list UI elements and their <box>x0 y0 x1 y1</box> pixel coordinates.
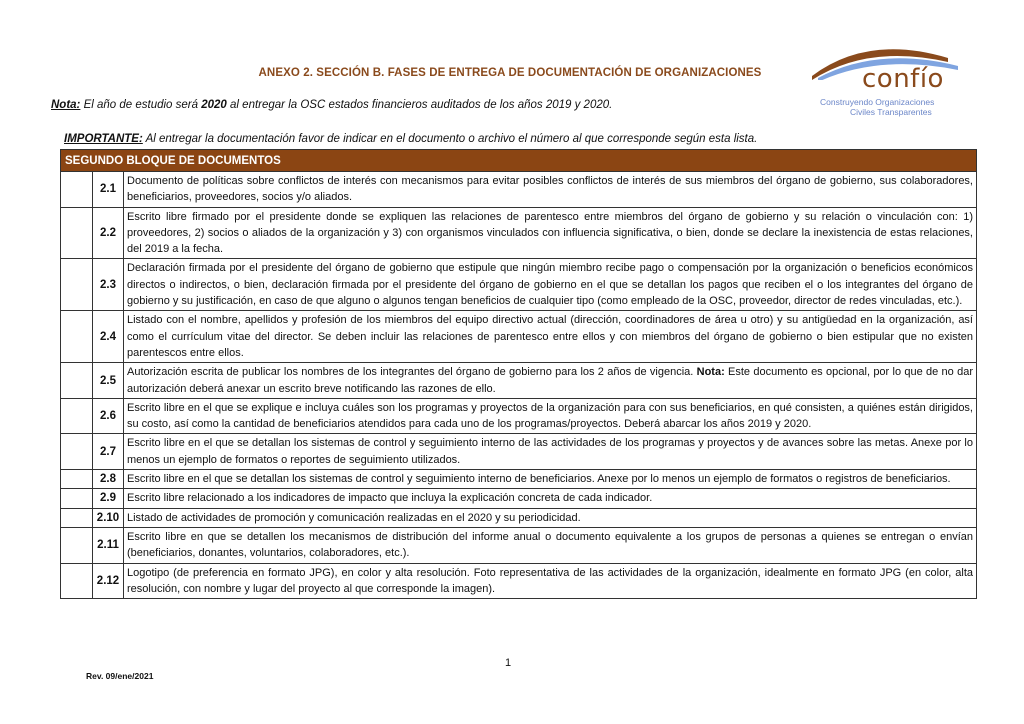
note-label: Nota: <box>51 99 81 111</box>
row-number: 2.1 <box>93 172 124 208</box>
row-number: 2.4 <box>93 311 124 363</box>
row-blank-cell <box>61 207 93 259</box>
row-blank-cell <box>61 434 93 470</box>
row-blank-cell <box>61 527 93 563</box>
row-text-part-1: Autorización escrita de publicar los nombres de los integrantes del órgano de gobierno para los 2 años de vigencia. <box>127 366 697 379</box>
table-row <box>61 434 977 470</box>
note-text-1: El año de estudio será <box>80 99 202 111</box>
note-text-2: al entregar la OSC estados financieros auditados de los años 2019 y 2020. <box>226 99 613 111</box>
document-title: ANEXO 2. SECCIÓN B. FASES DE ENTREGA DE DOCUMENTACIÓN DE ORGANIZACIONES <box>258 67 762 79</box>
row-description: Escrito libre firmado por el presidente donde se expliquen las relaciones de parentesco entre miembros del órgano de gobierno y su relación o vinculación con: 1) proveedores, 2) socios o aliados de la organización y 3) con organismos vinculados con influencia significativa, o bien, donde se declare la inexistencia de estas relaciones, del 2019 a la fecha. <box>124 207 977 259</box>
row-blank-cell <box>61 508 93 527</box>
row-number: 2.2 <box>93 207 124 259</box>
row-blank-cell <box>61 470 93 489</box>
row-blank-cell <box>61 259 93 311</box>
important-text: Al entregar la documentación favor de indicar en el documento o archivo el número al que corresponde según esta lista. <box>142 133 758 145</box>
row-description: Listado con el nombre, apellidos y profesión de los miembros del equipo directivo actual (dirección, coordinadores de área u otro) y su antigüedad en la organización, así como el currículum vitae del director. Se deben incluir las relaciones de parentesco entre ellos y con miembros del órgano de gobierno o bien estipular que no existen parentescos entre ellos. <box>124 311 977 363</box>
row-number: 2.11 <box>93 527 124 563</box>
row-description: Escrito libre en el que se explique e incluya cuáles son los programas y proyectos de la organización para con sus beneficiarios, en qué consisten, a quiénes están dirigidos, su costo, así como la cantidad de beneficiarios atendidos para cada uno de los programas/proyectos. Deberá abarcar los años 2019 y 2020. <box>124 398 977 434</box>
row-number: 2.5 <box>93 363 124 399</box>
table-row <box>61 207 977 259</box>
table-row <box>61 172 977 208</box>
logo-tagline-line-1: Construyendo Organizaciones <box>820 97 935 107</box>
row-number: 2.6 <box>93 398 124 434</box>
table-row <box>61 398 977 434</box>
row-description: Escrito libre en el que se detallan los sistemas de control y seguimiento interno de las actividades de los programas y proyectos y de avances sobre las metas. Anexe por lo menos un ejemplo de formatos o reportes de seguimiento utilizados. <box>124 434 977 470</box>
row-blank-cell <box>61 563 93 599</box>
documents-table <box>60 149 977 599</box>
row-description: Documento de políticas sobre conflictos de interés con mecanismos para evitar posibles conflictos de interés de sus miembros del órgano de gobierno, sus colaboradores, beneficiarios, proveedores, socios y/o aliados. <box>124 172 977 208</box>
row-number: 2.10 <box>93 508 124 527</box>
row-blank-cell <box>61 311 93 363</box>
row-text-part-2: Este documento es opcional, por lo que de no dar autorización deberá anexar un escrito breve notificando las razones de ello. <box>127 366 973 395</box>
table-row <box>61 563 977 599</box>
revision-date: Rev. 09/ene/2021 <box>86 671 154 681</box>
row-description: Logotipo (de preferencia en formato JPG), en color y alta resolución. Foto representativa de las actividades de la organización, idealmente en formato JPG (en color, alta resolución, con nombre y lugar del proyecto al que corresponde la imagen). <box>124 563 977 599</box>
study-year-note <box>51 99 612 111</box>
row-description: Escrito libre relacionado a los indicadores de impacto que incluya la explicación concreta de cada indicador. <box>124 489 977 508</box>
important-note <box>64 133 757 145</box>
row-blank-cell <box>61 363 93 399</box>
row-blank-cell <box>61 398 93 434</box>
row-number: 2.12 <box>93 563 124 599</box>
table-row <box>61 311 977 363</box>
row-number: 2.3 <box>93 259 124 311</box>
confio-logo <box>808 40 968 120</box>
note-year: 2020 <box>201 99 227 111</box>
row-description: Escrito libre en el que se detallan los sistemas de control y seguimiento interno de beneficiarios. Anexe por lo menos un ejemplo de formatos o registros de beneficiarios. <box>124 470 977 489</box>
table-header: SEGUNDO BLOQUE DE DOCUMENTOS <box>61 150 977 172</box>
row-blank-cell <box>61 489 93 508</box>
logo-tagline-line-2: Civiles Transparentes <box>850 107 932 117</box>
row-number: 2.7 <box>93 434 124 470</box>
row-description: Escrito libre en que se detallen los mecanismos de distribución del informe anual o documento equivalente a los grupos de personas a quienes se entregan o envían (beneficiarios, donantes, voluntarios, colaboradores, etc.). <box>124 527 977 563</box>
row-blank-cell <box>61 172 93 208</box>
table-row <box>61 527 977 563</box>
row-description: Declaración firmada por el presidente del órgano de gobierno que estipule que ningún miembro recibe pago o compensación por la organización o beneficios económicos directos o indirectos, o bien, declaración firmada por el presidente del órgano de gobierno en el que se detallan los pagos que reciben el o los integrantes del órgano de gobierno y su justificación, en caso de que alguno o algunos tengan beneficios de cualquier tipo (como empleado de la OSC, proveedor, director de redes vinculadas, etc.). <box>124 259 977 311</box>
table-row <box>61 508 977 527</box>
row-description: Listado de actividades de promoción y comunicación realizadas en el 2020 y su periodicidad. <box>124 508 977 527</box>
table-row <box>61 363 977 399</box>
page-number: 1 <box>505 657 512 669</box>
row-number: 2.8 <box>93 470 124 489</box>
table-row <box>61 259 977 311</box>
row-number: 2.9 <box>93 489 124 508</box>
table-header-row <box>61 150 977 172</box>
row-bold-note: Nota: <box>696 366 725 379</box>
table-row <box>61 470 977 489</box>
important-label: IMPORTANTE: <box>64 133 143 145</box>
logo-wordmark: confío <box>862 64 944 94</box>
table-row <box>61 489 977 508</box>
logo-tagline <box>820 97 934 117</box>
row-description <box>124 363 977 399</box>
